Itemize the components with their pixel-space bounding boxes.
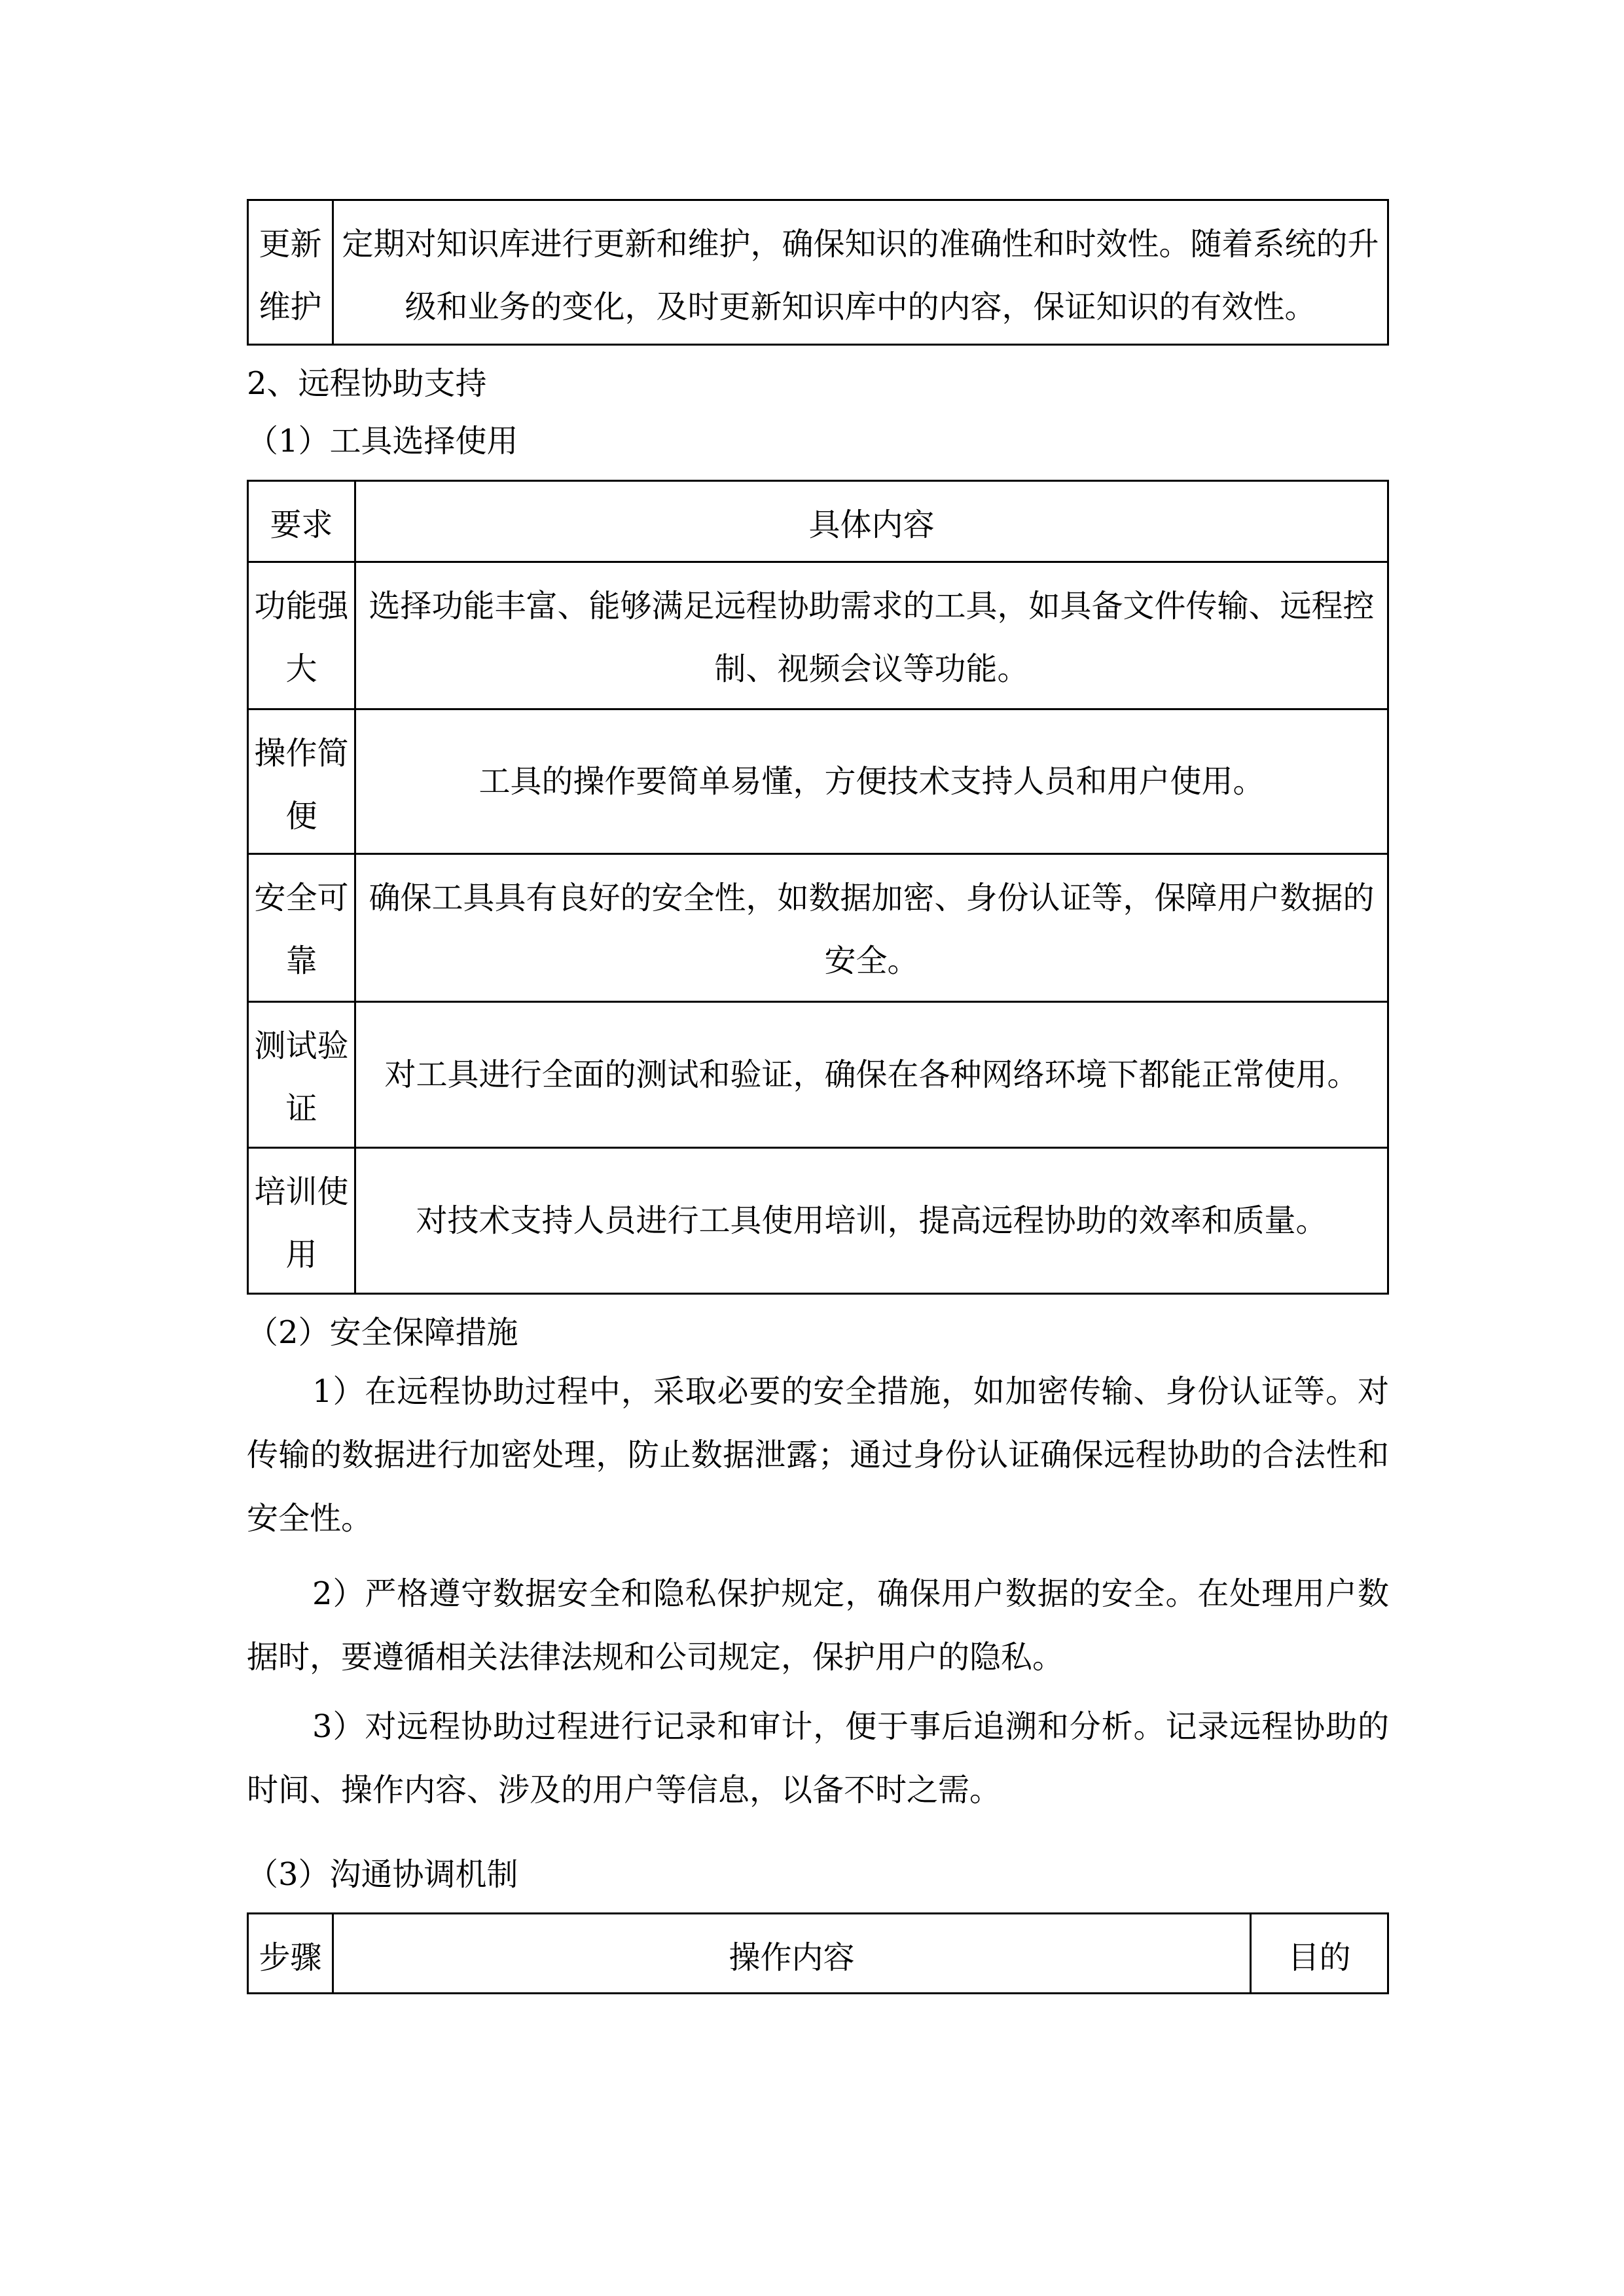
row-content: 确保工具具有良好的安全性，如数据加密、身份认证等，保障用户数据的安全。 bbox=[355, 854, 1388, 1002]
row-content: 选择功能丰富、能够满足远程协助需求的工具，如具备文件传输、远程控制、视频会议等功能。 bbox=[355, 562, 1388, 709]
row-content: 对工具进行全面的测试和验证，确保在各种网络环境下都能正常使用。 bbox=[355, 1002, 1388, 1148]
row-label: 安全可靠 bbox=[248, 854, 355, 1002]
header-cell: 操作内容 bbox=[333, 1914, 1251, 1994]
section-heading: 2、远程协助支持 bbox=[247, 365, 487, 402]
table-header-row bbox=[248, 1914, 1388, 1994]
subsection-heading: （2）安全保障措施 bbox=[247, 1314, 518, 1351]
table-row bbox=[248, 562, 1388, 709]
paragraph: 2）严格遵守数据安全和隐私保护规定，确保用户数据的安全。在处理用户数据时，要遵循相关法律法规和公司规定，保护用户的隐私。 bbox=[247, 1575, 1389, 1676]
paragraph: 1）在远程协助过程中，采取必要的安全措施，如加密传输、身份认证等。对传输的数据进行加密处理，防止数据泄露；通过身份认证确保远程协助的合法性和安全性。 bbox=[247, 1373, 1389, 1537]
header-cell: 目的 bbox=[1251, 1914, 1388, 1994]
row-label: 功能强大 bbox=[248, 562, 355, 709]
header-cell: 要求 bbox=[248, 481, 355, 562]
row-label: 更新维护 bbox=[248, 200, 333, 345]
header-cell: 步骤 bbox=[248, 1914, 333, 1994]
communication-table bbox=[247, 1912, 1389, 1994]
paragraph: 3）对远程协助过程进行记录和审计，便于事后追溯和分析。记录远程协助的时间、操作内容、涉及的用户等信息，以备不时之需。 bbox=[247, 1708, 1389, 1808]
table-header-row bbox=[248, 481, 1388, 562]
row-content: 工具的操作要简单易懂，方便技术支持人员和用户使用。 bbox=[355, 709, 1388, 854]
row-content: 定期对知识库进行更新和维护，确保知识的准确性和时效性。随着系统的升级和业务的变化，及时更新知识库中的内容，保证知识的有效性。 bbox=[333, 200, 1388, 345]
row-label: 测试验证 bbox=[248, 1002, 355, 1148]
table-row bbox=[248, 854, 1388, 1002]
row-label: 操作简便 bbox=[248, 709, 355, 854]
subsection-heading: （1）工具选择使用 bbox=[247, 423, 518, 459]
table-row bbox=[248, 1002, 1388, 1148]
row-label: 培训使用 bbox=[248, 1148, 355, 1294]
table-row bbox=[248, 1148, 1388, 1294]
table-row bbox=[248, 200, 1388, 345]
row-content: 对技术支持人员进行工具使用培训，提高远程协助的效率和质量。 bbox=[355, 1148, 1388, 1294]
knowledge-update-table bbox=[247, 199, 1389, 346]
subsection-heading: （3）沟通协调机制 bbox=[247, 1856, 518, 1893]
tool-selection-table bbox=[247, 480, 1389, 1295]
table-row bbox=[248, 709, 1388, 854]
header-cell: 具体内容 bbox=[355, 481, 1388, 562]
